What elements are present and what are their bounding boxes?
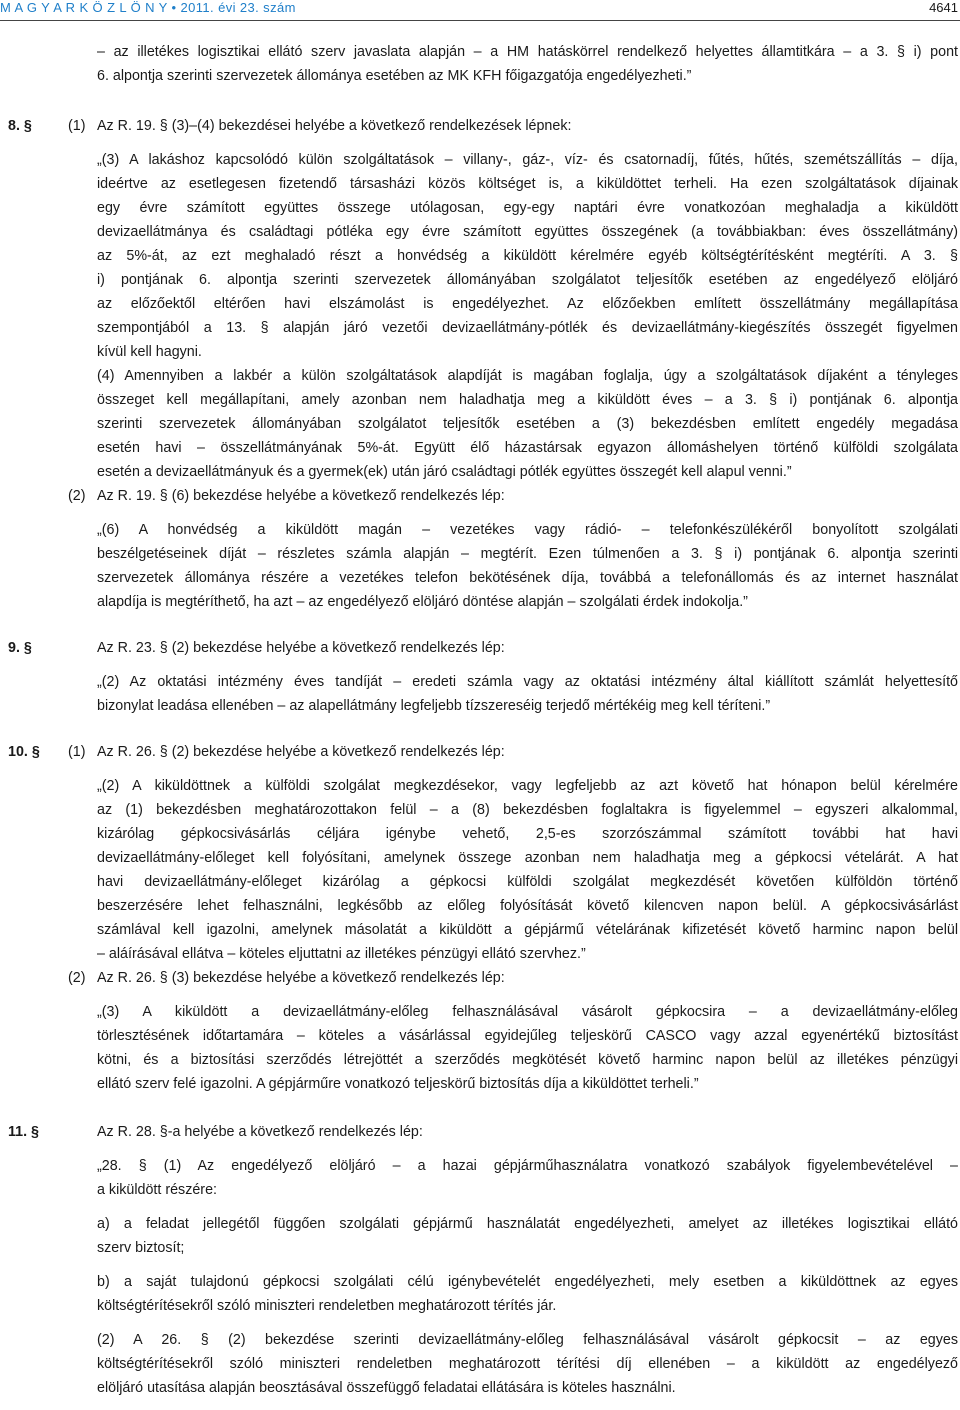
text-line: számlával kell igazolni, amelynek másolatát a kiküldött a gépjármű vételárának kifizetését követő harminc napon belül (97, 922, 958, 938)
text-line: beszélgetéseinek díját – részletes számla alapján – megtérít. Ezen túlmenően a 3. § i) pontjának 6. alpontja szerinti (97, 546, 958, 562)
section-number: 9. § (8, 640, 32, 656)
text-line: „28. § (1) Az engedélyező elöljáró – a hazai gépjárműhasználatra vonatkozó szabályok figyelembevételével – (97, 1158, 958, 1174)
text-line: költségtérítésekről szóló miniszteri rendeletben meghatározott térítés jár. (97, 1298, 557, 1314)
text-line: az (1) bekezdésben meghatározottakon felül – a (8) bekezdésben foglaltakra is figyelemmel – egyszeri alkalommal, (97, 802, 958, 818)
text-line: „(2) A kiküldöttnek a külföldi szolgálat megkezdésekor, vagy legfeljebb az azt követő hat hónapon belül kérelmére (97, 778, 958, 794)
section-number: 10. § (8, 744, 40, 760)
text-line: i) pontjának 6. alpontja szerinti szervezetek állományában szolgálatot teljesítők esetében az engedélyező elöljáró (97, 272, 958, 288)
text-line: kívül kell hagyni. (97, 344, 202, 360)
text-line: – aláírásával ellátva – köteles eljuttatni az illetékes pénzügyi ellátó szervhez.” (97, 946, 586, 962)
text-line: havi devizaellátmány-előleget kizárólag a gépkocsi külföldi szolgálat megkezdését követően külföldön történő (97, 874, 958, 890)
text-line: Az R. 19. § (6) bekezdése helyébe a következő rendelkezés lép: (97, 488, 505, 504)
text-line: szervezetek állománya részére a vezetékes telefon bekötésének díja, továbbá a telefonállomás és az internet használat (97, 570, 958, 586)
text-line: Az R. 28. §-a helyébe a következő rendelkezés lép: (97, 1124, 423, 1140)
text-line: Az R. 23. § (2) bekezdése helyébe a következő rendelkezés lép: (97, 640, 505, 656)
text-line: devizaellátmánya és családtagi pótléka egy évre számított együttes összegének (a továbbiakban: éves összellátmány) (97, 224, 958, 240)
text-line: „(2) Az oktatási intézmény éves tandíját – eredeti számla vagy az oktatási intézmény által kiállított számlát helyettesítő (97, 674, 958, 690)
text-line: kötni, és a biztosítási szerződés létrejöttét a szerződés megkötését követő harminc napon belül az illetékes pénzügyi (97, 1052, 958, 1068)
header-rule (0, 20, 960, 21)
text-line: az 5%-át, az ezt meghaladó részt a honvédség a kiküldött kérelmére egyéb költségtérítésként megtéríti. A 3. § (97, 248, 958, 264)
text-line: (4) Amennyiben a lakbér a külön szolgáltatások alapdíját is magában foglalja, úgy a szolgáltatások díjaként a tényleges (97, 368, 958, 384)
section-number: 11. § (8, 1124, 40, 1140)
text-line: ellátó szerv felé igazolni. A gépjárműre vonatkozó teljeskörű biztosítás díja a kiküldöttet terheli.” (97, 1076, 699, 1092)
text-line: devizaellátmány-előleget kell folyósítani, amelynek összege azonban nem haladhatja meg a gépkocsi vételárát. A hat (97, 850, 958, 866)
paragraph-number: (2) (68, 488, 86, 504)
text-line: törlesztésének időtartamára – köteles a vásárlással egyidejűleg teljeskörű CASCO vagy azzal egyenértékű biztosítást (97, 1028, 958, 1044)
paragraph-number: (2) (68, 970, 86, 986)
text-line: esetén havi – összellátmányának 5%-át. Együtt élő házastársak egyazon állomáshelyen történő külföldi szolgálata (97, 440, 958, 456)
text-line: elöljáró utasítása alapján beosztásával összefüggő feladatai ellátására is köteles használni. (97, 1380, 676, 1396)
text-line: költségtérítésekről szóló miniszteri rendeletben meghatározott térítési díj ellenében – a kiküldött az engedélyező (97, 1356, 958, 1372)
page-number: 4641 (929, 0, 958, 15)
text-line: „(3) A kiküldött a devizaellátmány-előleg felhasználásával vásárolt gépkocsira – a devizaellátmány-előleg (97, 1004, 958, 1020)
text-line: esetén a devizaellátmányuk és a gyermek(ek) után járó családtagi pótlék együttes összegét kell alapul venni.” (97, 464, 792, 480)
text-line: beszerzésére lehet felhasználni, legkésőbb az előleg folyósítását követő kilencven napon belül. A gépkocsivásárlást (97, 898, 958, 914)
text-line: b) a saját tulajdonú gépkocsi szolgálati célú igénybevételét engedélyezheti, mely esetben a kiküldöttnek az egyes (97, 1274, 958, 1290)
text-line: egy évre számított együttes összege utólagosan, egy-egy naptári évre vonatkozóan meghaladja a kiküldött (97, 200, 958, 216)
paragraph-number: (1) (68, 118, 86, 134)
text-line: a) a feladat jellegétől függően szolgálati gépjármű használatát engedélyezheti, amelyet az illetékes logisztikai ellátó (97, 1216, 958, 1232)
text-line: Az R. 19. § (3)–(4) bekezdései helyébe a következő rendelkezések lépnek: (97, 118, 572, 134)
text-line: ideértve az esetlegesen fizetendő társasházi közös költséget is, a kiküldöttet terheli. Ha ezen szolgáltatások díjainak (97, 176, 958, 192)
text-line: alapdíja is megtéríthető, ha azt – az engedélyező elöljáró döntése alapján – szolgálati érdek indokolja.” (97, 594, 748, 610)
section-number: 8. § (8, 118, 32, 134)
text-line: „(3) A lakáshoz kapcsolódó külön szolgáltatások – villany-, gáz-, víz- és csatornadíj, fűtés, hűtés, szemétszállítás – díja, (97, 152, 958, 168)
page-header (0, 0, 960, 22)
text-line: az előzőektől eltérően havi elszámolást is engedélyezhet. Az előzőekben említett összellátmány megállapítása (97, 296, 958, 312)
text-line: összeget kell megállapítani, amely azonban nem haladhatja meg a kiküldött éves – a 3. § i) pontjának 6. alpontja (97, 392, 958, 408)
text-line: a kiküldött részére: (97, 1182, 217, 1198)
text-line: Az R. 26. § (3) bekezdése helyébe a következő rendelkezés lép: (97, 970, 505, 986)
text-line: – az illetékes logisztikai ellátó szerv javaslata alapján – a HM hatáskörrel rendelkező helyettes államtitkára – a 3. § i) pont (97, 44, 958, 60)
journal-title: M A G Y A R K Ö Z L Ö N Y • 2011. évi 23. szám (0, 0, 296, 15)
text-line: „(6) A honvédség a kiküldött magán – vezetékes vagy rádió- – telefonkészülékéről bonyolított szolgálati (97, 522, 958, 538)
text-line: 6. alpontja szerinti szervezetek állománya esetében az MK KFH főigazgatója engedélyezheti.” (97, 68, 692, 84)
text-line: Az R. 26. § (2) bekezdése helyébe a következő rendelkezés lép: (97, 744, 505, 760)
text-line: szerv biztosít; (97, 1240, 185, 1256)
text-line: (2) A 26. § (2) bekezdése szerinti devizaellátmány-előleg felhasználásával vásárolt gépkocsit – az egyes (97, 1332, 958, 1348)
text-line: szerinti szervezetek állományában szolgálatot teljesítők esetében a (3) bekezdésben említett engedély megadása (97, 416, 958, 432)
text-line: bizonylat leadása ellenében – az alapellátmány legfeljebb tízszereséig terjedő mértékéig meg kell téríteni.” (97, 698, 771, 714)
text-line: kizárólag gépkocsivásárlás céljára igénybe vehető, 2,5-es szorzószámmal számított további hat havi (97, 826, 958, 842)
paragraph-number: (1) (68, 744, 86, 760)
text-line: szempontjából a 13. § alapján járó vezetői devizaellátmány-pótlék és devizaellátmány-kiegészítés összegét figyelmen (97, 320, 958, 336)
